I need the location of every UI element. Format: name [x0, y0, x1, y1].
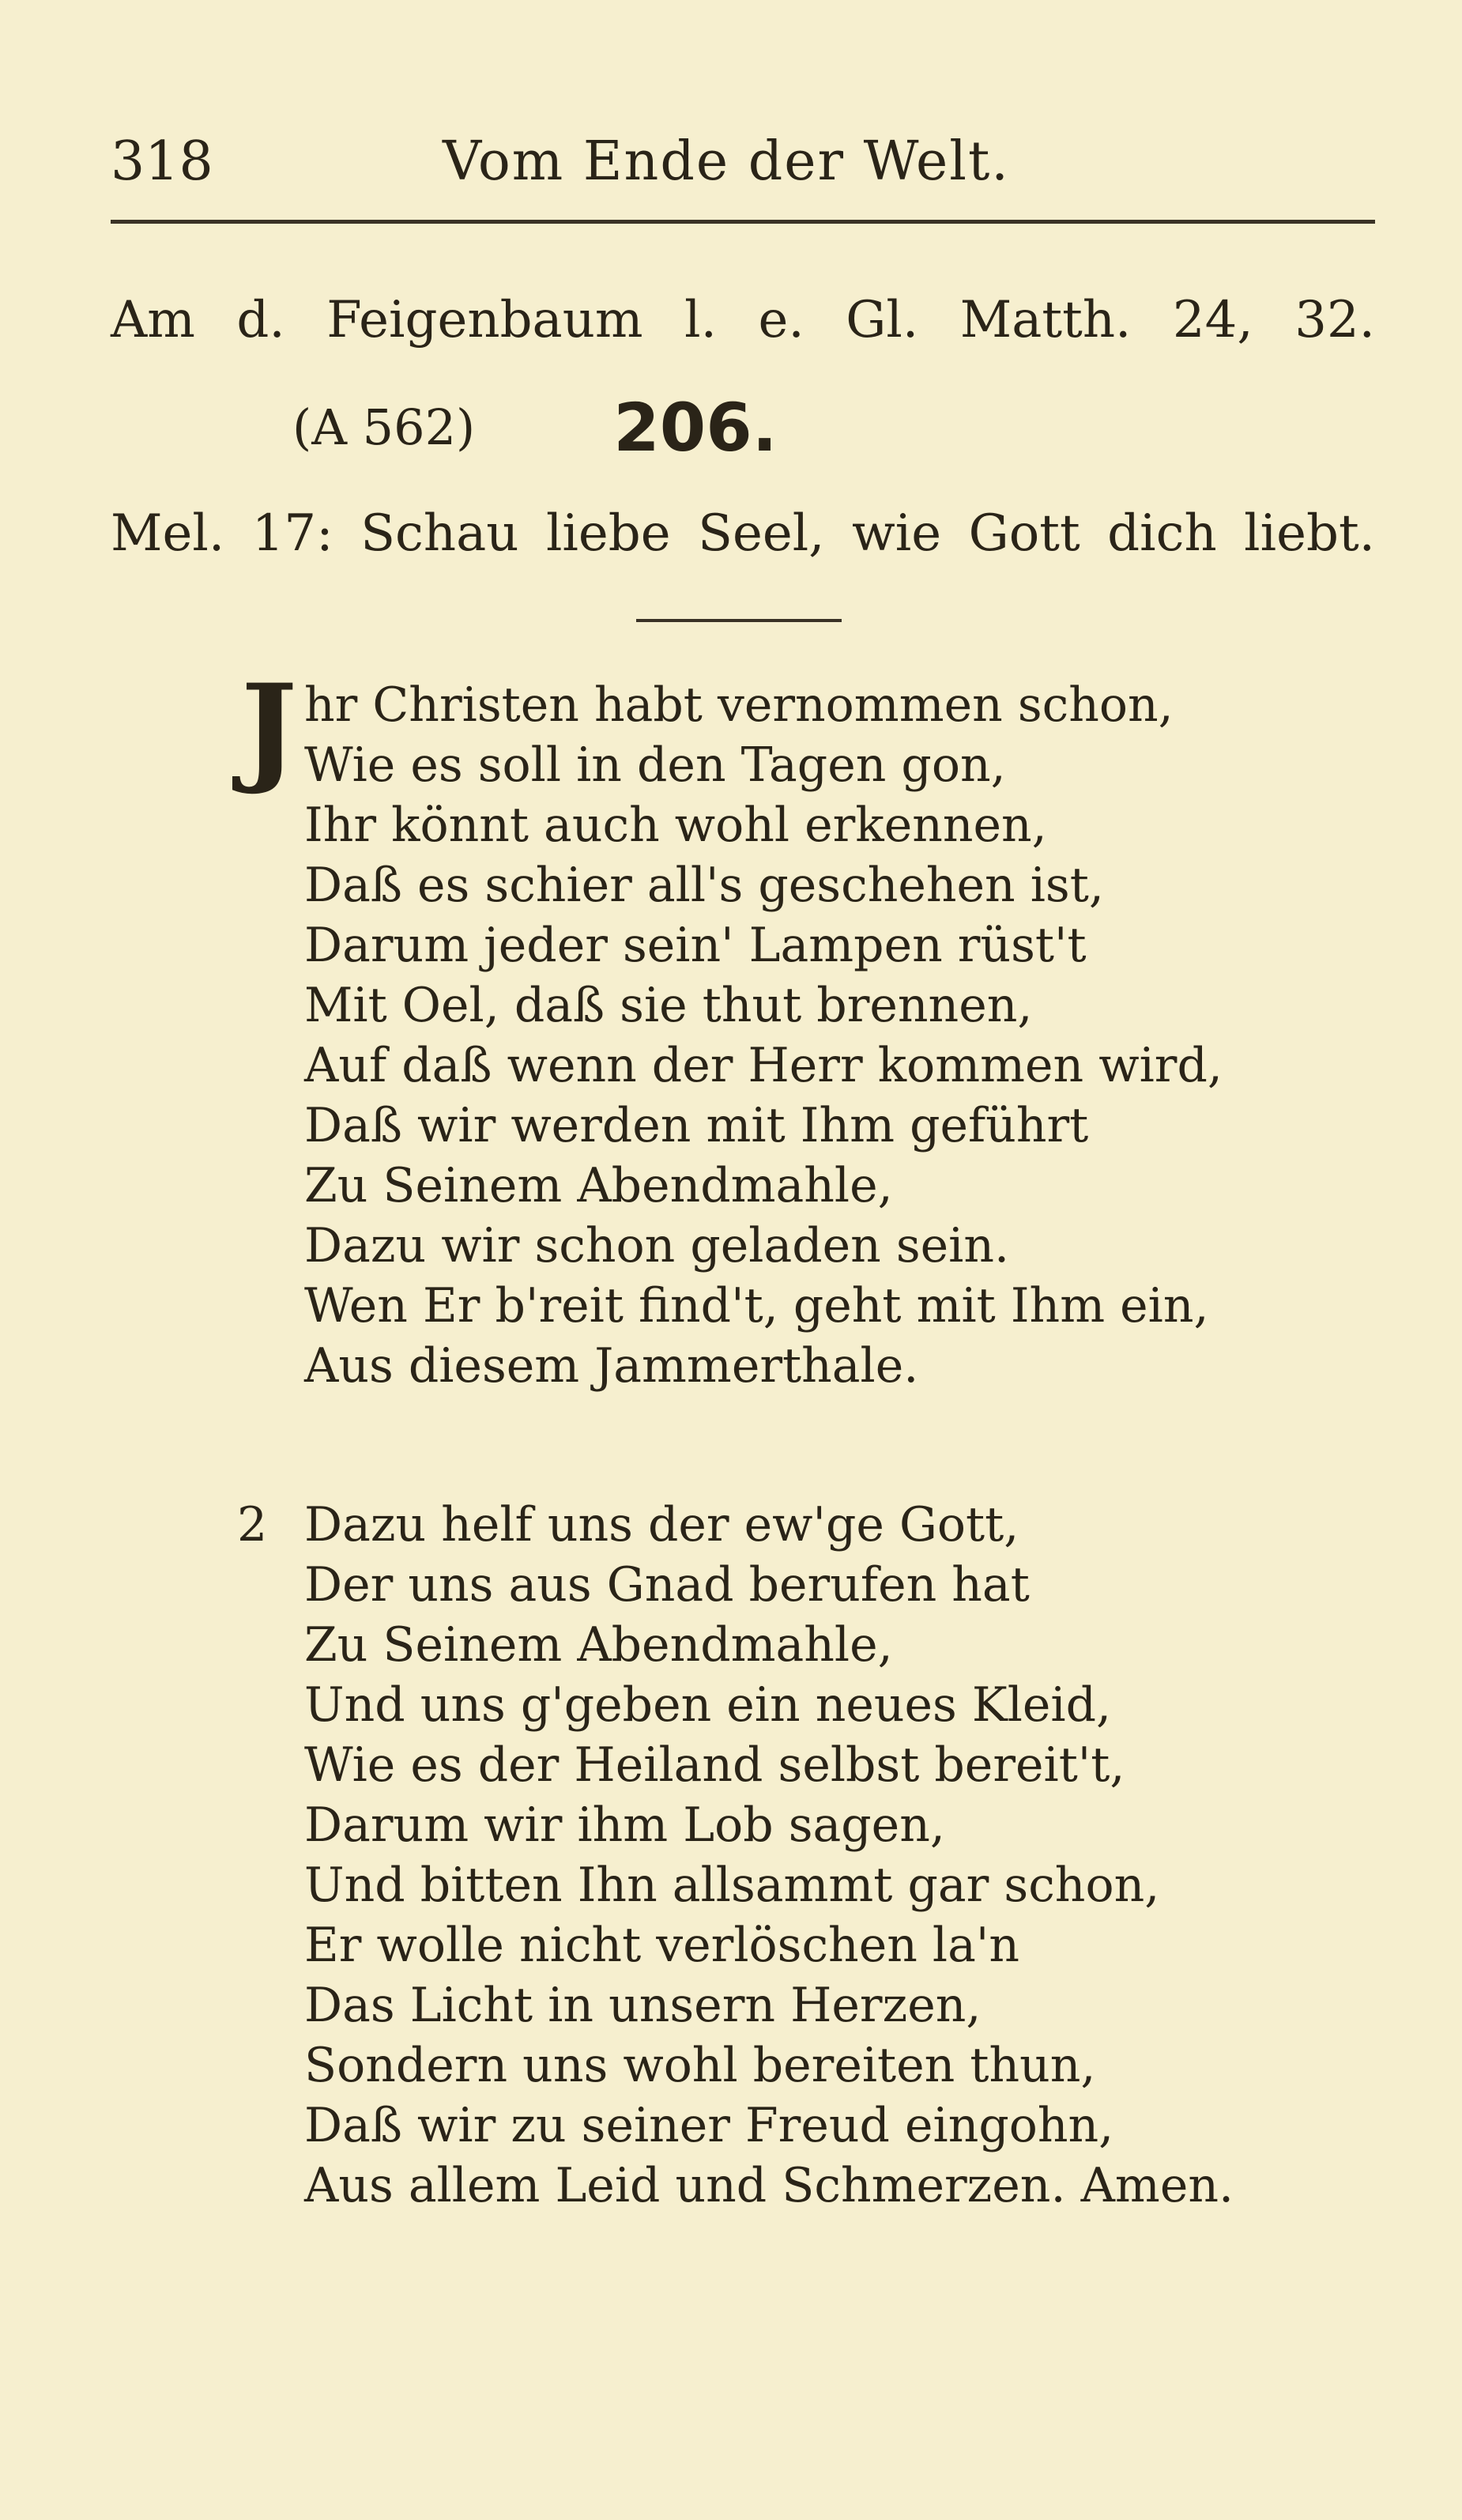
verse-line: Mit Oel, daß sie thut brennen,	[304, 978, 1033, 1033]
hymn-melody: Mel. 17: Schau liebe Seel, wie Gott dich liebt.	[111, 504, 1375, 563]
section-divider	[636, 619, 842, 622]
verse-line: Der uns aus Gnad berufen hat	[304, 1557, 1030, 1613]
verse-line: Aus diesem Jammerthale.	[304, 1338, 919, 1394]
verse-line: Das Licht in unsern Herzen,	[304, 1978, 982, 2033]
verse-line: Wie es soll in den Tagen gon,	[304, 738, 1006, 793]
stanza-2	[304, 1495, 1379, 2216]
verse-line: Zu Seinem Abendmahle,	[304, 1158, 893, 1213]
verse-line: Er wolle nicht verlöschen la'n	[304, 1918, 1020, 1973]
verse-line: Daß wir werden mit Ihm geführt	[304, 1098, 1089, 1153]
header-rule	[111, 220, 1375, 224]
verse-line: Ihr könnt auch wohl erkennen,	[304, 798, 1047, 853]
verse-line: Wie es der Heiland selbst bereit't,	[304, 1737, 1125, 1793]
page-header	[111, 126, 1375, 198]
verse-line: Dazu wir schon geladen sein.	[304, 1218, 1010, 1273]
verse-line: hr Christen habt vernommen schon,	[304, 677, 1174, 733]
hymn-number-line	[292, 387, 778, 466]
stanza-number: 2	[237, 1497, 268, 1552]
verse-line: Darum jeder sein' Lampen rüst't	[304, 918, 1087, 973]
verse-line: Sondern uns wohl bereiten thun,	[304, 2038, 1096, 2093]
stanza-1	[304, 675, 1379, 1396]
hymn-number: 206.	[613, 388, 778, 466]
verse-line: Auf daß wenn der Herr kommen wird,	[304, 1038, 1223, 1093]
verse-line: Wen Er b'reit find't, geht mit Ihm ein,	[304, 1278, 1209, 1334]
page-number: 318	[111, 130, 213, 193]
verse-line: Aus allem Leid und Schmerzen. Amen.	[304, 2158, 1234, 2213]
verse-line: Daß es schier all's geschehen ist,	[304, 858, 1104, 913]
verse-line: Darum wir ihm Lob sagen,	[304, 1798, 945, 1853]
verse-line: Zu Seinem Abendmahle,	[304, 1617, 893, 1673]
verse-line: Und uns g'geben ein neues Kleid,	[304, 1677, 1112, 1733]
verse-line: Und bitten Ihn allsammt gar schon,	[304, 1858, 1160, 1913]
verse-line: Daß wir zu seiner Freud eingohn,	[304, 2098, 1114, 2153]
verse-line: Dazu helf uns der ew'ge Gott,	[304, 1497, 1019, 1552]
hymn-occasion: Am d. Feigenbaum l. e. Gl. Matth. 24, 32.	[111, 291, 1375, 349]
running-title: Vom Ende der Welt.	[443, 130, 1010, 193]
hymn-reference: (A 562)	[292, 398, 476, 456]
drop-cap: J	[241, 658, 297, 798]
